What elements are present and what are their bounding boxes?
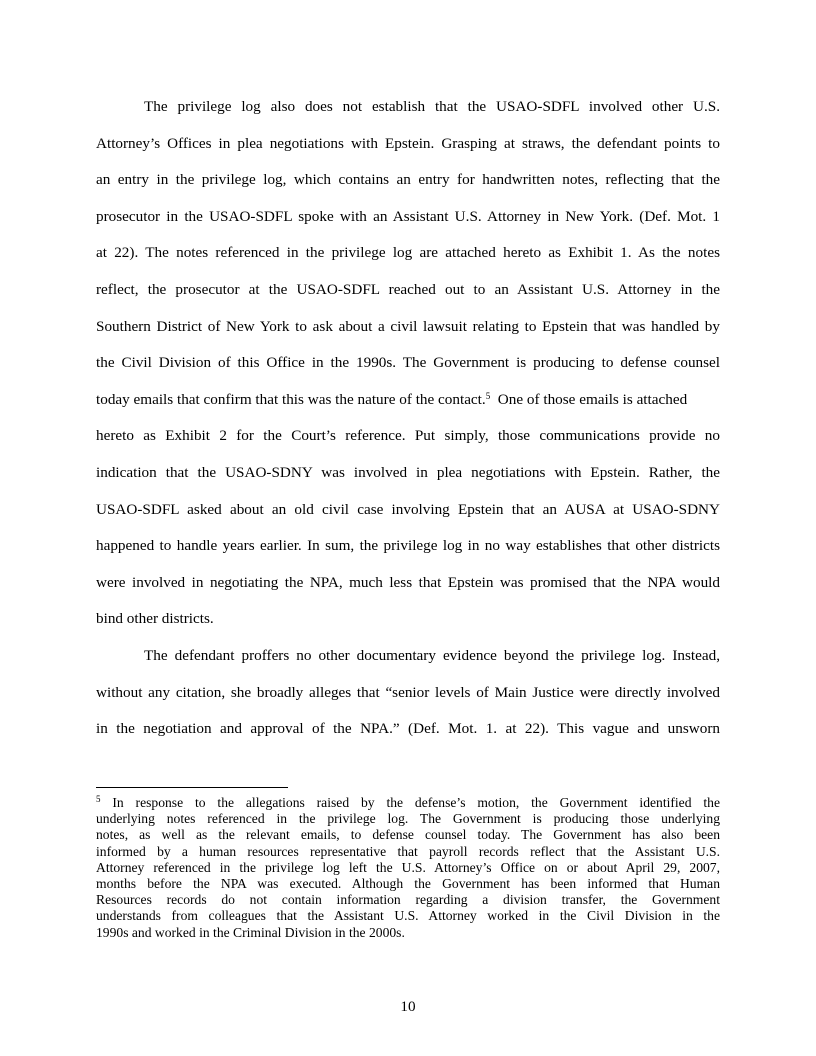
line-9-text: today emails that confirm that this was the nature of the contact. [96, 390, 486, 408]
paragraph-1-line-4: prosecutor in the USAO-SDFL spoke with an Assistant U.S. Attorney in New York. (Def. Mot. 1 [96, 207, 720, 225]
footnote-line-9: 1990s and worked in the Criminal Division in the 2000s. [96, 924, 405, 940]
footnote-line-6: months before the NPA was executed. Although the Government has been informed that Human [96, 876, 720, 891]
footnote-line-1-text: In response to the allegations raised by the defense’s motion, the Government identified the [100, 795, 720, 810]
footnote-reference[interactable]: 5 [485, 390, 491, 401]
footnote-line-3: notes, as well as the relevant emails, to defense counsel today. The Government has also been [96, 827, 720, 843]
paragraph-1-line-2: Attorney’s Offices in plea negotiations with Epstein. Grasping at straws, the defendant points to [96, 134, 720, 152]
footnote-line-1 [96, 795, 720, 811]
page-number: 10 [400, 998, 416, 1015]
paragraph-1-line-11: indication that the USAO-SDNY was involved in plea negotiations with Epstein. Rather, the [96, 464, 720, 481]
paragraph-1-line-3: an entry in the privilege log, which contains an entry for handwritten notes, reflecting that the [96, 171, 720, 189]
paragraph-1-line-8: the Civil Division of this Office in the 1990s. The Government is producing to defense counsel [96, 354, 720, 372]
paragraph-1-line-12: USAO-SDFL asked about an old civil case involving Epstein that an AUSA at USAO-SDNY [96, 500, 720, 518]
paragraph-1-line-6: reflect, the prosecutor at the USAO-SDFL reached out to an Assistant U.S. Attorney in the [96, 281, 720, 298]
footnote-separator [96, 787, 288, 788]
paragraph-2-line-1: The defendant proffers no other documentary evidence beyond the privilege log. Instead, [144, 647, 720, 664]
footnote-line-4: informed by a human resources representative that payroll records reflect that the Assistant U.S. [96, 843, 720, 859]
footnote-line-5: Attorney referenced in the privilege log left the U.S. Attorney’s Office on or about April 29, 2007, [96, 859, 720, 875]
paragraph-2-line-3: in the negotiation and approval of the NPA.” (Def. Mot. 1. at 22). This vague and unsworn [96, 720, 720, 738]
footnote-line-2: underlying notes referenced in the privilege log. The Government is producing those underlying [96, 811, 720, 827]
paragraph-1-line-1: The privilege log also does not establish that the USAO-SDFL involved other U.S. [144, 98, 720, 115]
line-9-tail: One of those emails is attached [490, 390, 688, 408]
paragraph-1-line-9 [96, 382, 720, 419]
paragraph-1-line-13: happened to handle years earlier. In sum, the privilege log in no way establishes that other districts [96, 537, 720, 555]
footnote-line-8: understands from colleagues that the Assistant U.S. Attorney worked in the Civil Division in the [96, 908, 720, 924]
paragraph-2-line-2: without any citation, she broadly alleges that “senior levels of Main Justice were directly involved [96, 683, 720, 701]
paragraph-1-line-14: were involved in negotiating the NPA, much less that Epstein was promised that the NPA would [96, 573, 720, 591]
footnote-marker: 5 [96, 794, 101, 804]
paragraph-1-line-15: bind other districts. [96, 610, 214, 628]
paragraph-1-line-5: at 22). The notes referenced in the privilege log are attached hereto as Exhibit 1. As the notes [96, 244, 720, 262]
paragraph-1-line-7: Southern District of New York to ask about a civil lawsuit relating to Epstein that was handled by [96, 317, 720, 335]
paragraph-1-line-10: hereto as Exhibit 2 for the Court’s reference. Put simply, those communications provide no [96, 427, 720, 445]
footnote-line-7: Resources records do not contain information regarding a division transfer, the Government [96, 892, 720, 908]
